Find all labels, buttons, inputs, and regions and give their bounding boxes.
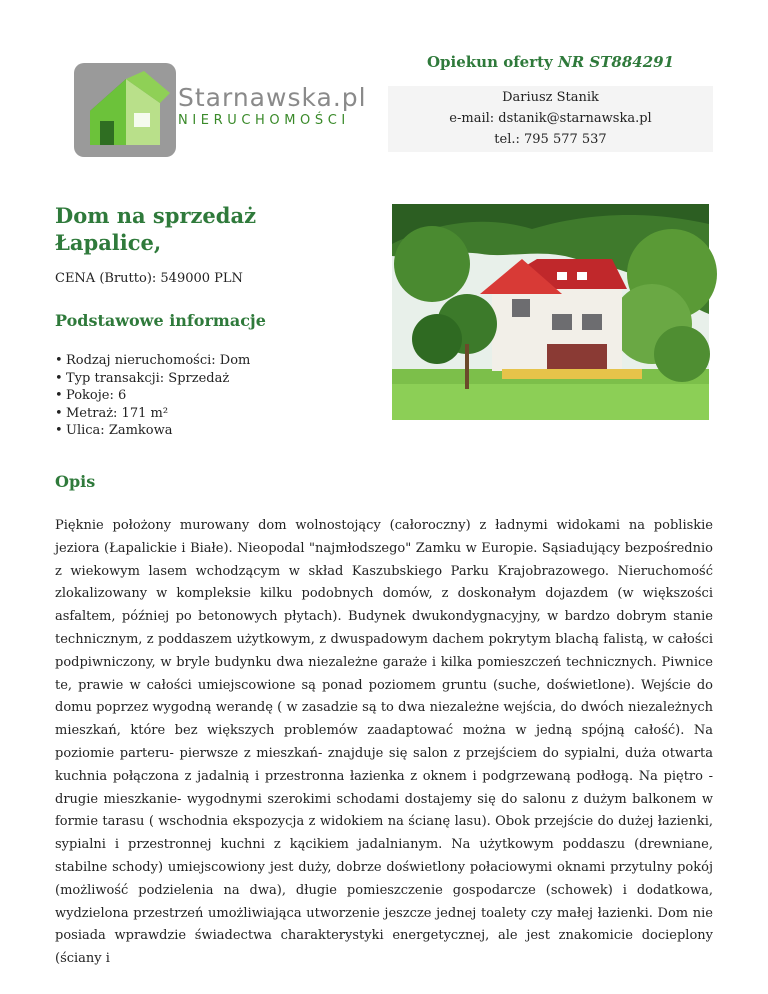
description-heading: Opis bbox=[55, 472, 96, 491]
house-photo bbox=[392, 204, 709, 420]
agent-email[interactable]: e-mail: dstanik@starnawska.pl bbox=[449, 111, 652, 126]
contact-box bbox=[388, 86, 713, 152]
logo-icon bbox=[74, 63, 176, 157]
list-item: • Rodzaj nieruchomości: Dom bbox=[55, 352, 250, 370]
agent-title-prefix: Opiekun oferty bbox=[426, 53, 553, 71]
description-text: Pięknie położony murowany dom wolnostojący (całoroczny) z ładnymi widokami na pobliskie jeziora (Łapalickie i Białe). Nieopodal "najmłodszego" Zamku w Europie. Sąsiadujący bezpośrednio z wiekowym lasem wchodzącym w skład Kaszubskiego Parku Krajobrazowego. Nieruchomość zlokalizowany w kompleksie kilku podobnych domów, z doskonałym dojazdem (w większości asfaltem, później po betonowych płytach). Budynek dwukondygnacyjny, w bardzo dobrym stanie technicznym, z poddaszem użytkowym, z dwuspadowym dachem pokrytym blachą falistą, w całości podpiwniczony, w bryle budynku dwa niezależne garaże i kilka pomieszczeń technicznych. Piwnice te, prawie w całości umiejscowione są ponad poziomem gruntu (suche, doświetlone). Wejście do domu poprzez wygodną werandę ( w zasadzie są to dwa niezależne wejścia, do dwóch niezależnych mieszkań, które bez większych problemów zaadaptować można w jedną spójną całość). Na poziomie parteru- pierwsze z mieszkań- znajduje się salon z przejściem do sypialni, duża otwarta kuchnia połączona z jadalnią i przestronna łazienka z oknem i podgrzewaną podłogą. Na piętro - drugie mieszkanie- wygodnymi szerokimi schodami dostajemy się do salonu z dużym balkonem w formie tarasu ( wschodnia ekspozycja z widokiem na ścianę lasu). Obok przejście do dużej łazienki, sypialni i przestronnej kuchni z kącikiem jadalnianym. Na użytkowym poddaszu (drewniane, stabilne schody) umiejscowiony jest duży, dobrze doświetlony połaciowymi oknami przytulny pokój (możliwość podzielenia na dwa), długie pomieszczenie gospodarcze (schowek) i dodatkowa, wydzielona przestrzeń umożliwiająca utworzenie jeszcze jednej toalety czy małej łazienki. Dom nie posiada wprawdzie świadectwa charakterystyki energetycznej, ale jest znakomicie docieplony (ściany i bbox=[55, 518, 713, 967]
basic-info-heading: Podstawowe informacje bbox=[55, 311, 266, 330]
list-item: • Ulica: Zamkowa bbox=[55, 422, 250, 440]
list-item: • Pokoje: 6 bbox=[55, 387, 250, 405]
agent-name: Dariusz Stanik bbox=[502, 90, 599, 105]
listing-title: Dom na sprzedaż Łapalice, bbox=[55, 203, 257, 255]
basic-info-list bbox=[55, 352, 250, 440]
list-item: • Metraż: 171 m² bbox=[55, 405, 250, 423]
brand-tagline: NIERUCHOMOŚCI bbox=[178, 113, 350, 128]
offer-number: NR ST884291 bbox=[558, 53, 675, 71]
agent-title bbox=[388, 53, 713, 71]
listing-price: CENA (Brutto): 549000 PLN bbox=[55, 271, 243, 286]
list-item: • Typ transakcji: Sprzedaż bbox=[55, 370, 250, 388]
agent-phone[interactable]: tel.: 795 577 537 bbox=[494, 132, 607, 147]
brand-name: Starnawska.pl bbox=[178, 83, 367, 112]
